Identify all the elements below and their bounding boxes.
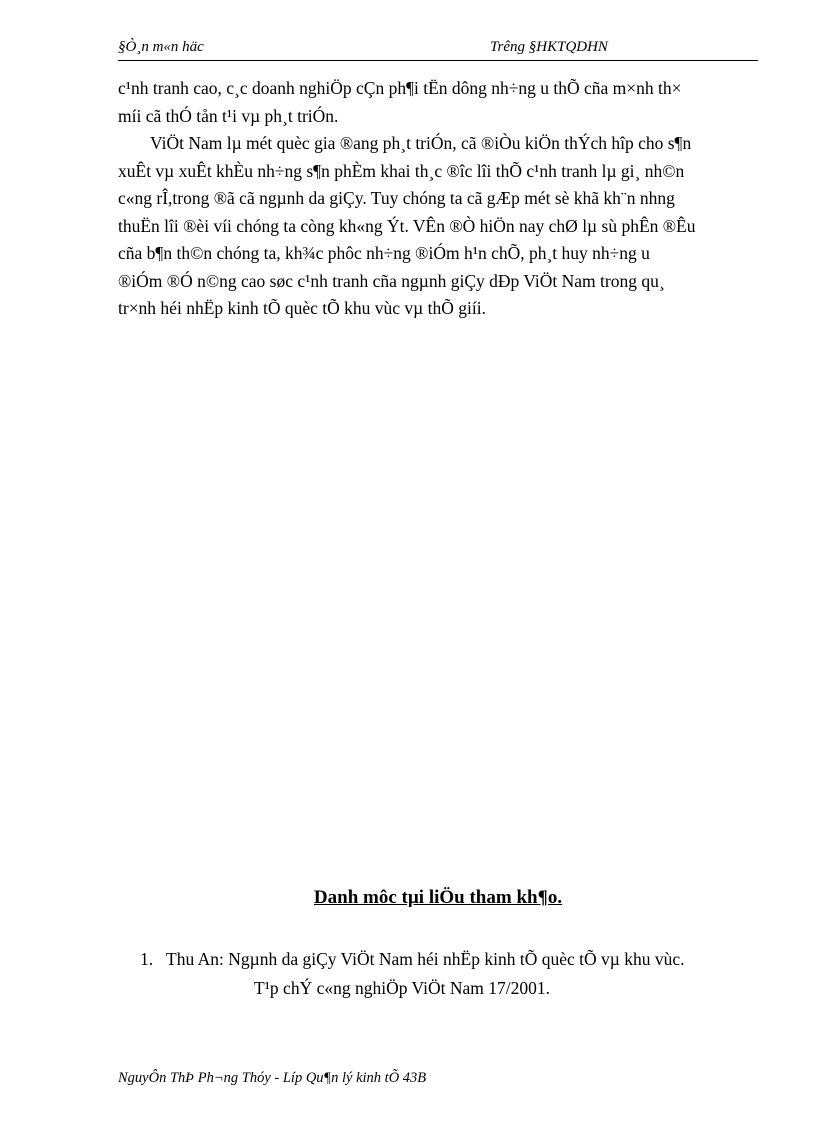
reference-item xyxy=(140,945,760,1003)
text-line: c¹nh tranh cao, c¸c doanh nghiÖp cÇn ph¶i tËn dông nh÷ng u thÕ cña m×nh th× xyxy=(118,78,682,98)
header-subject: §Ò¸n m«n häc xyxy=(118,39,204,55)
paragraph-2 xyxy=(118,130,758,323)
references-title: Danh môc tµi liÖu tham kh¶o. xyxy=(313,887,563,908)
paragraph-1 xyxy=(118,75,758,130)
text-line: ViÖt Nam lµ mét quèc gia ®ang ph¸t triÓn, cã ®iÒu kiÖn thÝch hîp cho s¶n xyxy=(150,133,692,153)
text-line: c«ng rÎ,trong ®ã cã ngµnh da giÇy. Tuy chóng ta cã gÆp mét sè khã kh¨n nhng xyxy=(118,188,675,208)
reference-number: 1. xyxy=(140,949,154,969)
text-line: thuËn lîi ®èi víi chóng ta còng kh«ng Ýt. VÊn ®Ò hiÖn nay chØ lµ sù phÊn ®Êu xyxy=(118,215,696,236)
text-line: cña b¶n th©n chóng ta, kh¾c phôc nh÷ng ®iÓm h¹n chÕ, ph¸t huy nh÷ng u xyxy=(118,243,650,263)
references-list xyxy=(140,945,760,1003)
main-text xyxy=(118,75,758,323)
text-line: ®iÓm ®Ó n©ng cao søc c¹nh tranh cña ngµnh giÇy dÐp ViÖt Nam trong qu¸ xyxy=(118,270,665,291)
text-line: xuÊt vµ xuÊt khÈu nh÷ng s¶n phÈm khai th¸c ®îc lîi thÕ c¹nh tranh lµ gi¸ nh©n xyxy=(118,160,685,181)
header-university: Trêng §HKTQDHN xyxy=(490,39,608,55)
reference-line-1: Thu An: Ngµnh da giÇy ViÖt Nam héi nhËp kinh tÕ quèc tÕ vµ khu vùc. xyxy=(166,949,685,969)
page-header xyxy=(118,38,758,61)
reference-line-2: T¹p chÝ c«ng nghiÖp ViÖt Nam 17/2001. xyxy=(254,978,550,998)
page-footer: NguyÔn ThÞ Ph¬ng Thóy - Líp Qu¶n lý kinh tÕ 43B xyxy=(118,1070,427,1086)
text-line: míi cã thÓ tån t¹i vµ ph¸t triÓn. xyxy=(118,105,339,126)
text-line: tr×nh héi nhËp kinh tÕ quèc tÕ khu vùc vµ thÕ giíi. xyxy=(118,298,486,318)
